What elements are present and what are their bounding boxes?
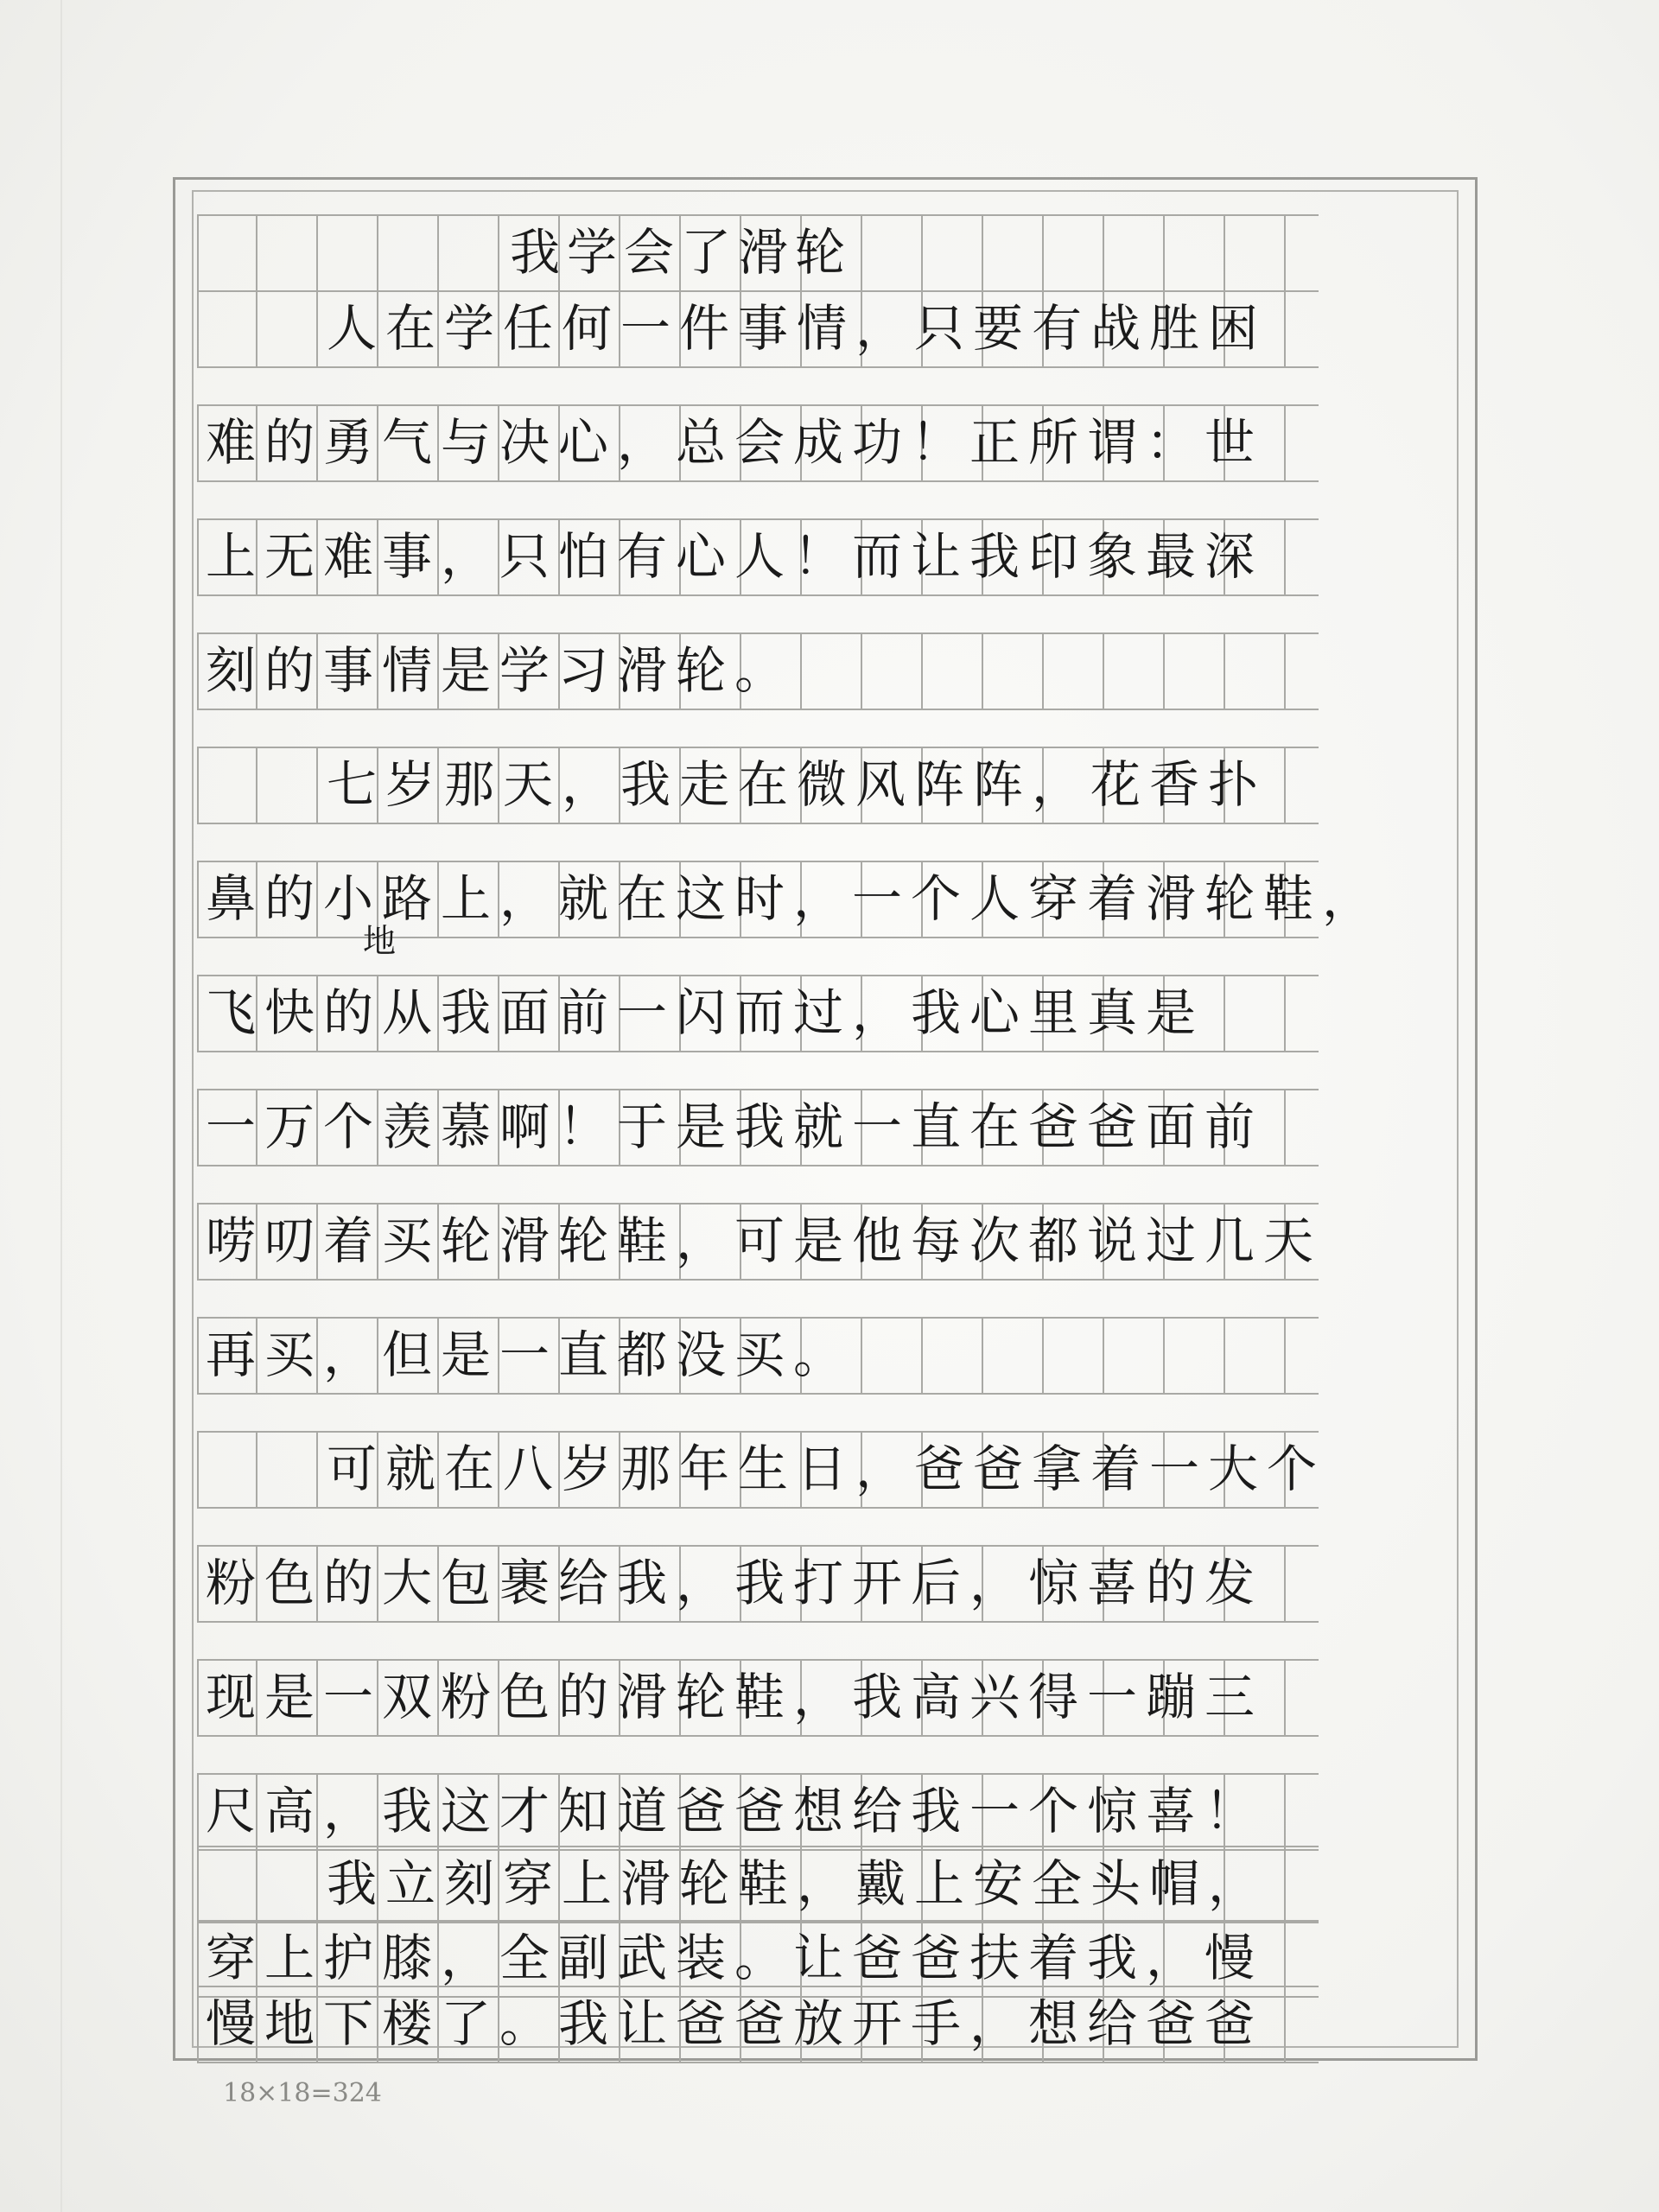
essay-line: 粉色的大包裹给我，我打开后，惊喜的发	[206, 1554, 1264, 1612]
essay-line: 人在学任何一件事情，只要有战胜困	[327, 299, 1268, 358]
grid-cell	[197, 214, 257, 290]
binding-margin-line	[60, 0, 62, 2212]
essay-line: 一万个羡慕啊！于是我就一直在爸爸面前	[206, 1097, 1264, 1156]
essay-line: 再买，但是一直都没买。	[206, 1325, 853, 1384]
grid-cell	[257, 214, 318, 290]
grid-rule	[197, 823, 1319, 824]
grid-cell	[378, 214, 439, 290]
essay-line: 尺高，我这才知道爸爸想给我一个惊喜！	[206, 1782, 1264, 1840]
grid-cell	[257, 1846, 318, 1922]
essay-line: 七岁那天，我走在微风阵阵，花香扑	[327, 755, 1268, 814]
grid-cell	[257, 747, 318, 823]
essay-title: 我学会了滑轮	[510, 223, 853, 282]
grid-rule	[197, 1507, 1319, 1509]
grid-size-note: 18×18=324	[223, 2078, 382, 2108]
essay-line: 现是一双粉色的滑轮鞋，我高兴得一蹦三	[206, 1668, 1264, 1726]
grid-cell	[439, 214, 499, 290]
essay-line: 穿上护膝，全副武装。让爸爸扶着我，慢	[206, 1929, 1264, 1987]
essay-line: 唠叨着买轮滑轮鞋，可是他每次都说过几天	[206, 1211, 1323, 1270]
essay-line: 鼻的小路上，就在这时，一个人穿着滑轮鞋，	[206, 869, 1382, 928]
grid-rule	[197, 1393, 1319, 1395]
grid-rule	[197, 1735, 1319, 1737]
essay-line: 上无难事，只怕有心人！而让我印象最深	[206, 527, 1264, 586]
grid-rule	[197, 366, 1319, 368]
grid-cell	[197, 1431, 257, 1507]
grid-cell	[257, 1431, 318, 1507]
bleed-through-text	[1452, 207, 1659, 1763]
grid-rule	[197, 480, 1319, 482]
grid-cell	[197, 290, 257, 366]
grid-rule	[197, 709, 1319, 710]
grid-rule	[197, 1621, 1319, 1623]
grid-cell	[197, 747, 257, 823]
essay-line: 可就在八岁那年生日，爸爸拿着一大个	[327, 1440, 1326, 1498]
grid-cell	[318, 214, 378, 290]
handwritten-insertion: 地	[363, 922, 397, 960]
grid-cell	[197, 1846, 257, 1922]
essay-line: 难的勇气与决心，总会成功！正所谓：世	[206, 413, 1264, 472]
essay-line: 飞快的从我面前一闪而过，我心里真是	[206, 983, 1205, 1042]
essay-line: 我立刻穿上滑轮鞋，戴上安全头帽，	[327, 1854, 1268, 1913]
grid-cell	[257, 290, 318, 366]
grid-rule	[197, 1051, 1319, 1052]
grid-rule	[197, 1165, 1319, 1166]
grid-rule	[197, 1279, 1319, 1281]
essay-line: 刻的事情是学习滑轮。	[206, 641, 794, 700]
grid-rule	[197, 594, 1319, 596]
essay-line: 慢地下楼了。我让爸爸放开手，想给爸爸	[206, 1994, 1264, 2053]
grid-rule	[197, 2062, 1319, 2063]
